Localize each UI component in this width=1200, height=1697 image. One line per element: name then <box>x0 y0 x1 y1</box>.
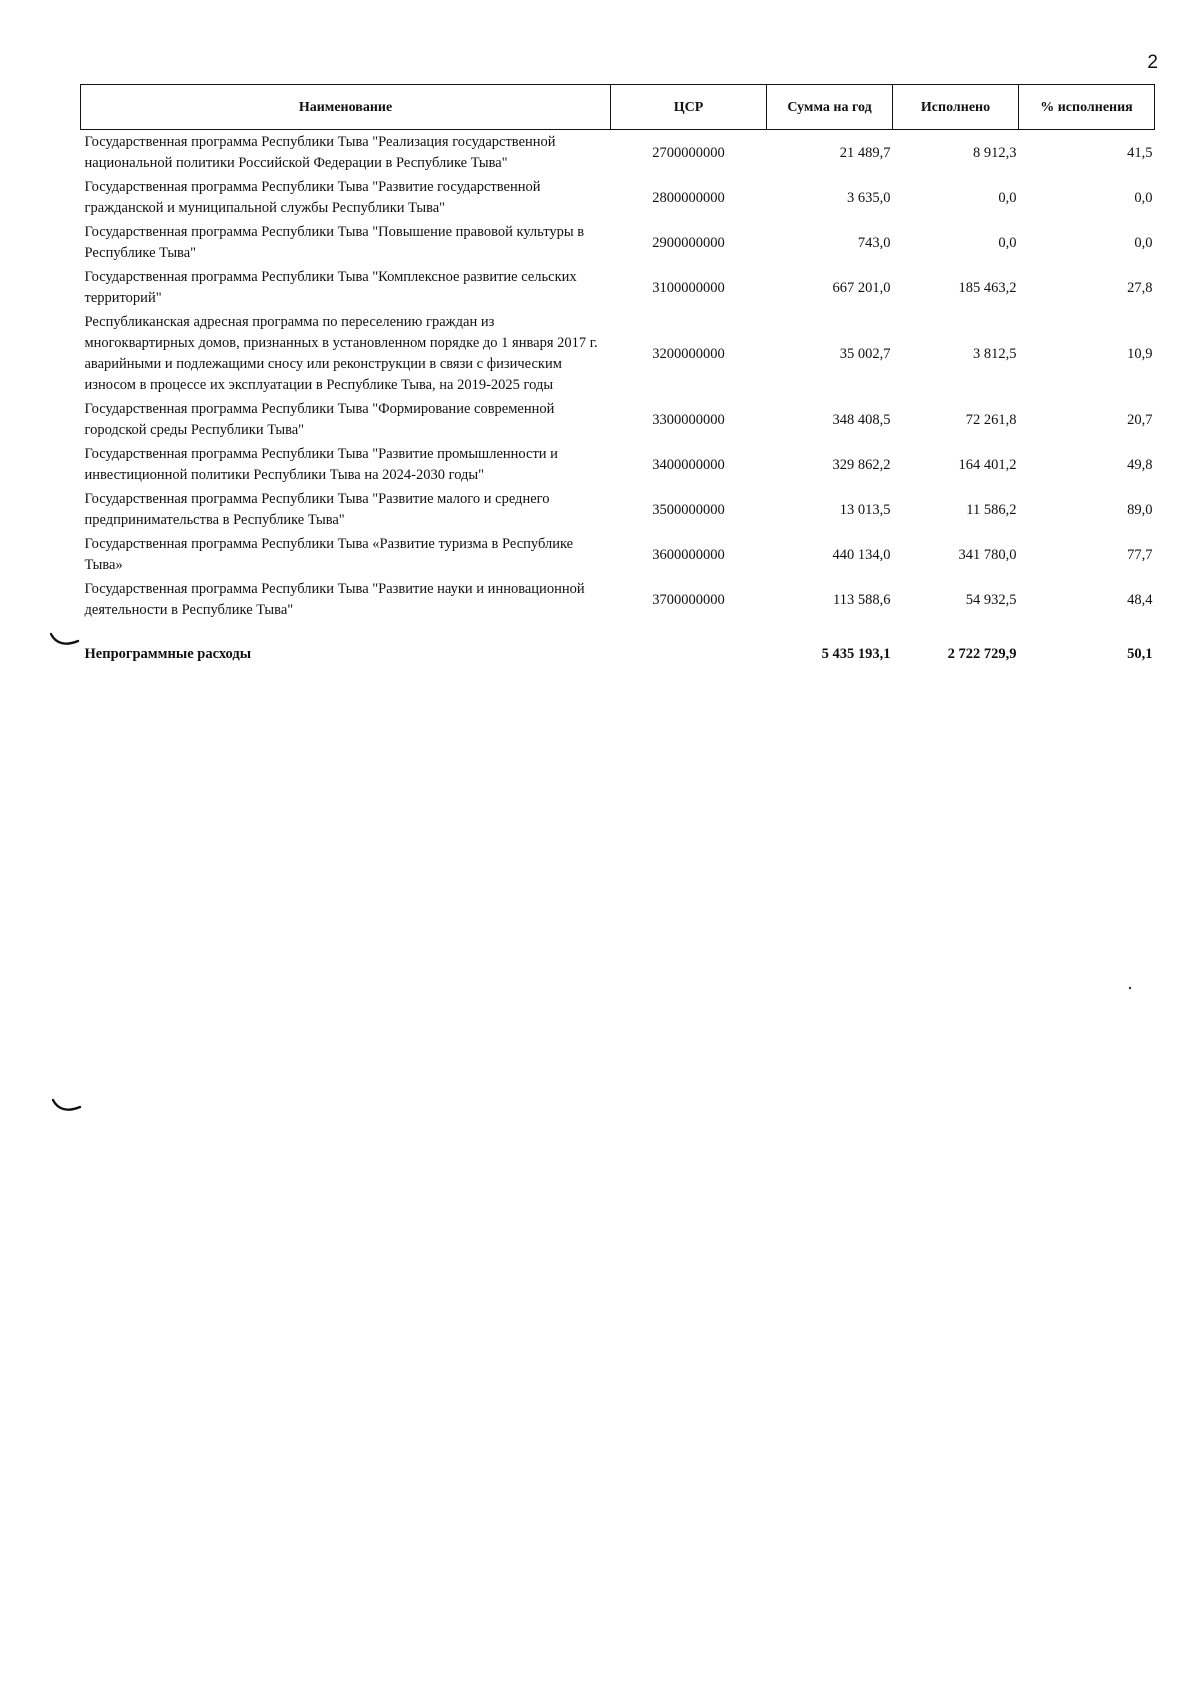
table-header <box>81 85 1155 130</box>
program-name: Государственная программа Республики Тыва "Формирование современной городской среды Республики Тыва" <box>84 401 555 438</box>
page-number: 2 <box>1147 52 1158 73</box>
header-name: Наименование <box>81 85 611 130</box>
table-row <box>81 577 1155 622</box>
executed-sum: 185 463,2 <box>958 279 1017 296</box>
header-pct: % исполнения <box>1019 85 1155 130</box>
table-row <box>81 220 1155 265</box>
execution-percent: 89,0 <box>1127 501 1153 518</box>
program-name: Республиканская адресная программа по переселению граждан из многоквартирных домов, признанных в установленном порядке до 1 января 2017 г. аварийными и подлежащими сносу или реконструкции в связи с физическим износом в процессе их эксплуатации в Республике Тыва, на 2019-2025 годы <box>84 314 598 393</box>
year-sum: 13 013,5 <box>839 501 891 518</box>
table-row <box>81 532 1155 577</box>
execution-percent: 0,0 <box>1134 234 1153 251</box>
total-year-sum: 5 435 193,1 <box>821 646 891 662</box>
program-name: Государственная программа Республики Тыва "Реализация государственной национальной политики Российской Федерации в Республике Тыва" <box>84 134 556 171</box>
executed-sum: 72 261,8 <box>965 411 1017 428</box>
total-row <box>81 622 1155 666</box>
execution-percent: 10,9 <box>1127 345 1153 362</box>
program-name: Государственная программа Республики Тыва "Развитие промышленности и инвестиционной политики Республики Тыва на 2024-2030 годы" <box>84 446 558 483</box>
table-row <box>81 442 1155 487</box>
year-sum: 329 862,2 <box>832 456 891 473</box>
program-name: Государственная программа Республики Тыва "Комплексное развитие сельских территорий" <box>84 269 577 306</box>
executed-sum: 164 401,2 <box>958 456 1017 473</box>
total-label: Непрограммные расходы <box>84 646 252 662</box>
table-row <box>81 130 1155 176</box>
year-sum: 35 002,7 <box>839 345 891 362</box>
executed-sum: 54 932,5 <box>965 591 1017 608</box>
checkmark-icon <box>50 632 80 648</box>
header-sum: Сумма на год <box>767 85 893 130</box>
execution-percent: 27,8 <box>1127 279 1153 296</box>
table-row <box>81 310 1155 397</box>
execution-percent: 20,7 <box>1127 411 1153 428</box>
program-name: Государственная программа Республики Тыва "Развитие науки и инновационной деятельности в Республике Тыва" <box>84 581 585 618</box>
year-sum: 348 408,5 <box>832 411 891 428</box>
program-code: 3500000000 <box>652 501 725 518</box>
table-row <box>81 487 1155 532</box>
budget-execution-table <box>80 84 1155 666</box>
executed-sum: 341 780,0 <box>958 546 1017 563</box>
executed-sum: 8 912,3 <box>973 144 1017 161</box>
program-code: 3300000000 <box>652 411 725 428</box>
year-sum: 667 201,0 <box>832 279 891 296</box>
program-code: 2800000000 <box>652 189 725 206</box>
scan-dot-icon <box>1128 986 1132 990</box>
year-sum: 3 635,0 <box>847 189 891 206</box>
program-code: 3400000000 <box>652 456 725 473</box>
program-code: 3200000000 <box>652 345 725 362</box>
table-row <box>81 175 1155 220</box>
program-code: 3100000000 <box>652 279 725 296</box>
table-row <box>81 265 1155 310</box>
program-name: Государственная программа Республики Тыва "Развитие малого и среднего предпринимательства в Республике Тыва" <box>84 491 550 528</box>
table-body <box>81 130 1155 667</box>
program-name: Государственная программа Республики Тыва "Развитие государственной гражданской и муниципальной службы Республики Тыва" <box>84 179 541 216</box>
year-sum: 113 588,6 <box>833 591 891 608</box>
total-execution-percent: 50,1 <box>1127 646 1153 662</box>
execution-percent: 77,7 <box>1127 546 1153 563</box>
header-done: Исполнено <box>893 85 1019 130</box>
program-code: 3600000000 <box>652 546 725 563</box>
program-name: Государственная программа Республики Тыва "Повышение правовой культуры в Республике Тыва" <box>84 224 585 261</box>
executed-sum: 3 812,5 <box>973 345 1017 362</box>
header-row <box>81 85 1155 130</box>
executed-sum: 11 586,2 <box>966 501 1017 518</box>
program-code: 2900000000 <box>652 234 725 251</box>
executed-sum: 0,0 <box>998 234 1017 251</box>
execution-percent: 41,5 <box>1127 144 1153 161</box>
year-sum: 743,0 <box>857 234 891 251</box>
year-sum: 21 489,7 <box>839 144 891 161</box>
header-code: ЦСР <box>611 85 767 130</box>
total-code <box>611 622 767 666</box>
execution-percent: 49,8 <box>1127 456 1153 473</box>
executed-sum: 0,0 <box>998 189 1017 206</box>
year-sum: 440 134,0 <box>832 546 891 563</box>
program-name: Государственная программа Республики Тыва «Развитие туризма в Республике Тыва» <box>84 536 574 573</box>
execution-percent: 0,0 <box>1134 189 1153 206</box>
program-code: 2700000000 <box>652 144 725 161</box>
checkmark-icon <box>52 1098 82 1114</box>
total-executed-sum: 2 722 729,9 <box>947 646 1017 662</box>
table-row <box>81 397 1155 442</box>
program-code: 3700000000 <box>652 591 725 608</box>
execution-percent: 48,4 <box>1127 591 1153 608</box>
